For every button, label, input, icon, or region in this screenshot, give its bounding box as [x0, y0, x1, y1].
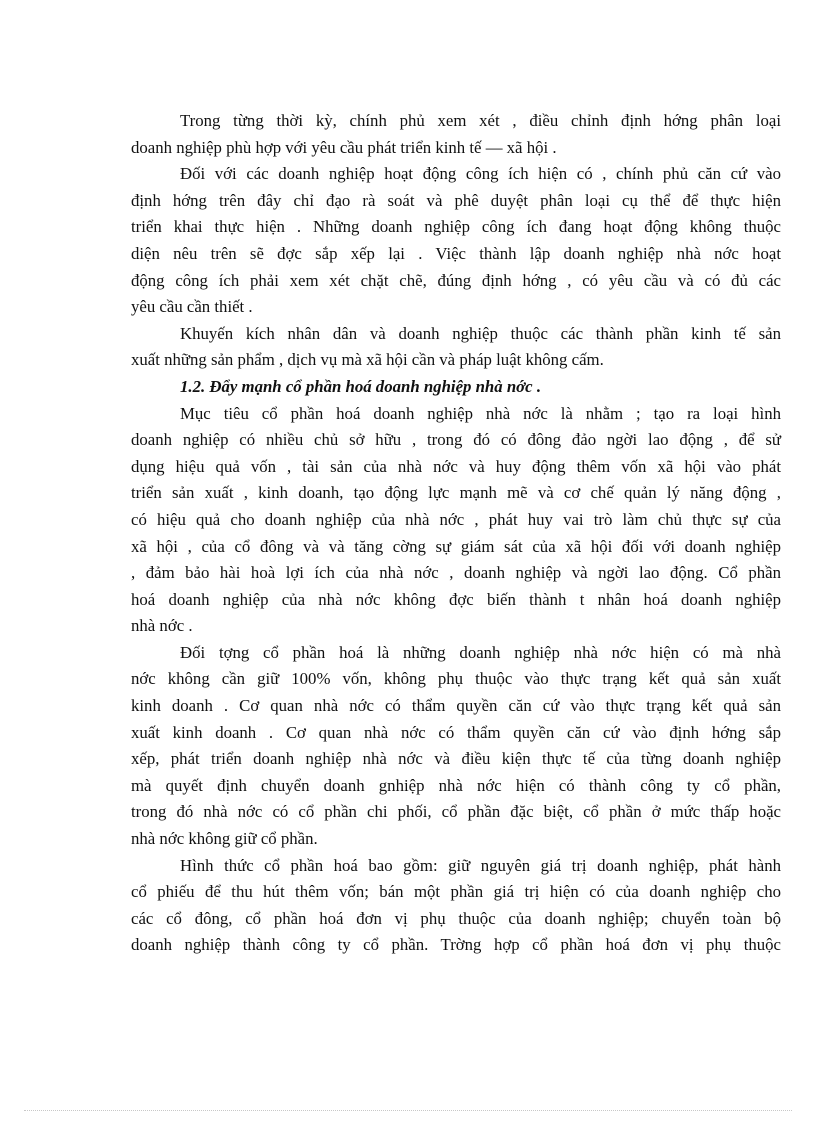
- text-line: xếp, phát triển doanh nghiệp nhà nớc và điều kiện thực tế của từng doanh nghiệp: [131, 749, 781, 769]
- text-line: xuất những sản phẩm , dịch vụ mà xã hội cần và pháp luật không cấm.: [131, 350, 604, 370]
- text-line: kinh doanh . Cơ quan nhà nớc có thẩm quyền căn cứ vào thực trạng kết quả sản: [131, 696, 781, 716]
- section-heading: 1.2. Đẩy mạnh cổ phần hoá doanh nghiệp nhà nớc .: [180, 376, 542, 396]
- text-line: mà quyết định chuyển doanh gnhiệp nhà nớc hiện có thành công ty cổ phần,: [131, 775, 781, 795]
- text-line: , đảm bảo hài hoà lợi ích của nhà nớc , doanh nghiệp và ngời lao động. Cổ phần: [131, 563, 781, 583]
- text-line: xuất kinh doanh . Cơ quan nhà nớc có thẩm quyền căn cứ vào định hớng sắp: [131, 722, 781, 742]
- text-line: Trong từng thời kỳ, chính phủ xem xét , điều chỉnh định hớng phân loại: [180, 111, 781, 130]
- text-line: trong đó nhà nớc có cổ phần chi phối, cổ phần đặc biệt, cổ phần ở mức thấp hoặc: [131, 802, 781, 822]
- text-line: nhà nớc .: [131, 616, 193, 636]
- text-line: yêu cầu cần thiết .: [131, 297, 253, 317]
- text-line: triển sản xuất , kinh doanh, tạo động lực mạnh mẽ và cơ chế quản lý năng động ,: [131, 483, 781, 503]
- page-bottom-divider: [24, 1110, 792, 1111]
- text-line: triển khai thực hiện . Những doanh nghiệp công ích đang hoạt động không thuộc: [131, 217, 781, 237]
- text-line: Khuyến kích nhân dân và doanh nghiệp thuộc các thành phần kinh tế sản: [180, 323, 781, 343]
- text-line: nhà nớc không giữ cổ phần.: [131, 829, 318, 849]
- text-line: các cổ đông, cổ phần hoá đơn vị phụ thuộc của doanh nghiệp; chuyển toàn bộ: [131, 908, 781, 928]
- text-line: động công ích phải xem xét chặt chẽ, đúng định hớng , có yêu cầu và có đủ các: [131, 270, 781, 290]
- text-line: cổ phiếu để thu hút thêm vốn; bán một phần giá trị hiện có của doanh nghiệp cho: [131, 882, 781, 902]
- text-line: hoá doanh nghiệp của nhà nớc không đợc biến thành t nhân hoá doanh nghiệp: [131, 589, 781, 609]
- text-line: nớc không cần giữ 100% vốn, không phụ thuộc vào thực trạng kết quả sản xuất: [131, 669, 781, 689]
- text-line: Đối với các doanh nghiệp hoạt động công ích hiện có , chính phủ căn cứ vào: [180, 164, 781, 184]
- text-line: doanh nghiệp có nhiều chủ sở hữu , trong đó có đông đảo ngời lao động , để sử: [131, 430, 781, 450]
- text-line: Mục tiêu cổ phần hoá doanh nghiệp nhà nớc là nhằm ; tạo ra loại hình: [180, 403, 781, 423]
- text-line: định hớng trên đây chỉ đạo rà soát và phê duyệt phân loại cụ thể để thực hiện: [131, 190, 781, 210]
- text-line: diện nêu trên sẽ đợc sắp xếp lại . Việc thành lập doanh nghiệp nhà nớc hoạt: [131, 243, 781, 263]
- text-line: dụng hiệu quả vốn , tài sản của nhà nớc và huy động thêm vốn xã hội vào phát: [131, 456, 781, 476]
- text-line: xã hội , của cổ đông và và tăng cờng sự giám sát của xã hội đối với doanh nghiệp: [131, 536, 781, 556]
- text-line: Hình thức cổ phần hoá bao gồm: giữ nguyên giá trị doanh nghiệp, phát hành: [180, 855, 781, 875]
- body-text: [131, 108, 781, 959]
- text-line: Đối tợng cổ phần hoá là những doanh nghiệp nhà nớc hiện có mà nhà: [180, 642, 781, 662]
- text-line: doanh nghiệp thành công ty cổ phần. Trờng hợp cổ phần hoá đơn vị phụ thuộc: [131, 935, 781, 955]
- text-line: có hiệu quả cho doanh nghiệp của nhà nớc , phát huy vai trò làm chủ thực sự của: [131, 509, 781, 529]
- text-line: doanh nghiệp phù hợp với yêu cầu phát triển kinh tế — xã hội .: [131, 137, 557, 157]
